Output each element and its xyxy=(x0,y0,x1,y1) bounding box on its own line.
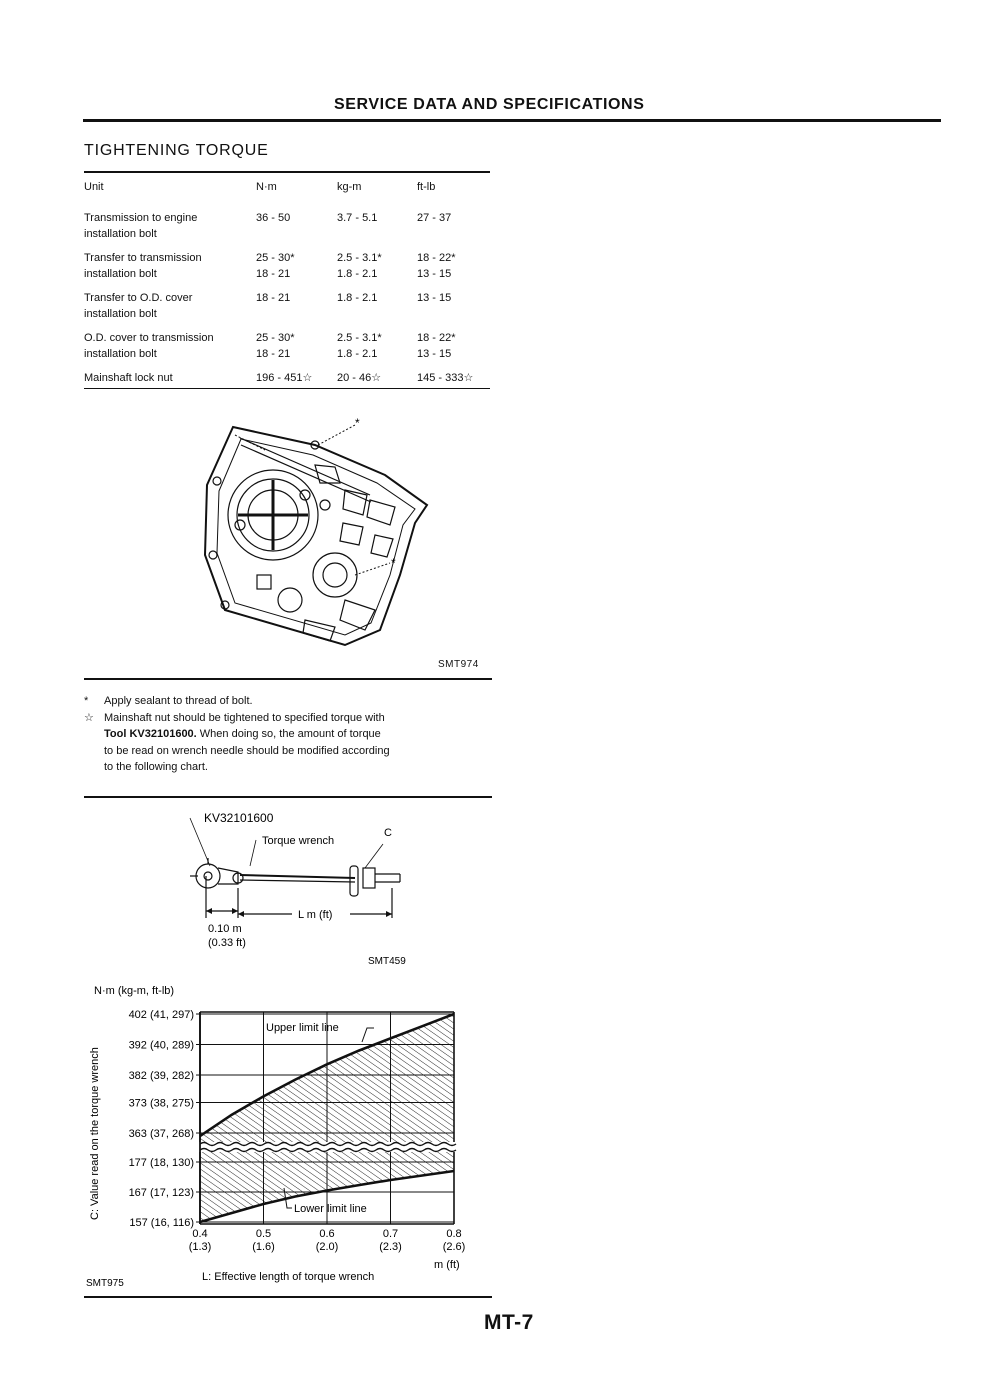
cell-unit: Transfer to transmission installation bolt xyxy=(84,252,202,280)
table-header-row xyxy=(84,176,492,203)
sealant-marker-side: * xyxy=(391,556,396,570)
table-row xyxy=(84,363,492,388)
cell-unit: O.D. cover to transmission installation bolt xyxy=(84,332,214,360)
c-label: C xyxy=(384,827,392,839)
x-unit-label: m (ft) xyxy=(434,1259,460,1271)
y-tick-label: 373 (38, 275) xyxy=(128,1097,194,1110)
offset-ft: (0.33 ft) xyxy=(208,937,246,949)
cell-ftlb: 18 - 22* 13 - 15 xyxy=(417,332,456,360)
cell-kgm: 2.5 - 3.1* 1.8 - 2.1 xyxy=(337,252,382,280)
tool-label: KV32101600 xyxy=(204,811,274,825)
y-tick-label: 363 (37, 268) xyxy=(128,1128,194,1140)
x-tick-sublabel: (2.6) xyxy=(442,1241,466,1253)
asterisk-mark: * xyxy=(84,695,89,707)
x-tick-label: 0.5 xyxy=(255,1228,272,1240)
cell-nm: 18 - 21 xyxy=(256,292,291,304)
tool-number: Tool KV32101600. xyxy=(104,728,197,740)
x-tick-sublabel: (1.6) xyxy=(252,1241,275,1253)
upper-label-leader xyxy=(362,1028,374,1042)
cell-ftlb: 145 - 333☆ xyxy=(417,372,474,384)
x-tick-sublabel: (1.3) xyxy=(188,1241,212,1253)
y-tick-label: 167 (17, 123) xyxy=(128,1187,194,1199)
cell-kgm: 1.8 - 2.1 xyxy=(337,292,378,304)
figure2-code: SMT459 xyxy=(368,956,406,967)
table-row xyxy=(84,243,492,283)
y-tick-label: 177 (18, 130) xyxy=(128,1157,194,1169)
torque-heading: TIGHTENING TORQUE xyxy=(84,142,269,159)
table-top-rule xyxy=(84,171,490,173)
cell-unit: Transfer to O.D. cover installation bolt xyxy=(84,292,193,320)
lower-limit-label: Lower limit line xyxy=(294,1203,367,1215)
section-title: SERVICE DATA AND SPECIFICATIONS xyxy=(334,96,645,113)
cell-unit: Transmission to engine installation bolt xyxy=(84,212,198,240)
offset-m: 0.10 m xyxy=(208,923,242,935)
table-row xyxy=(84,323,492,363)
table-bottom-rule xyxy=(84,388,490,389)
cell-unit: Mainshaft lock nut xyxy=(84,372,173,384)
x-tick-label: 0.6 xyxy=(319,1228,335,1240)
x-tick-sublabel: (2.3) xyxy=(379,1241,402,1253)
wrench-diagram xyxy=(180,806,440,970)
transmission-case-illustration xyxy=(195,405,445,655)
l-label: L m (ft) xyxy=(298,909,333,921)
torque-chart xyxy=(84,978,492,1288)
x-tick-sublabel: (2.0) xyxy=(315,1241,339,1253)
col-unit: Unit xyxy=(84,181,104,193)
x-tick-label: 0.4 xyxy=(192,1228,208,1240)
notes xyxy=(84,693,484,776)
table-row xyxy=(84,203,492,243)
cell-kgm: 3.7 - 5.1 xyxy=(337,212,378,224)
y-tick-label: 382 (39, 282) xyxy=(128,1070,194,1083)
y-tick-label: 392 (40, 289) xyxy=(128,1039,194,1052)
cell-nm: 196 - 451☆ xyxy=(256,372,313,384)
x-axis-label: L: Effective length of torque wrench xyxy=(202,1271,375,1283)
y-tick-label: 402 (41, 297) xyxy=(128,1009,194,1021)
page-number: MT-7 xyxy=(484,1311,534,1334)
cell-nm: 25 - 30* 18 - 21 xyxy=(256,252,295,280)
cell-kgm: 2.5 - 3.1* 1.8 - 2.1 xyxy=(337,332,382,360)
col-nm: N·m xyxy=(256,181,277,193)
figure-code: SMT974 xyxy=(438,659,479,670)
chart-code: SMT975 xyxy=(86,1278,124,1288)
note-mainshaft: ☆ Mainshaft nut should be tightened to specified torque with Tool KV32101600. When doing so, the amount of torque to be read on wrench needle should be modified according to the following chart. xyxy=(84,711,390,773)
cell-nm: 25 - 30* 18 - 21 xyxy=(256,332,295,360)
cell-ftlb: 13 - 15 xyxy=(417,292,452,304)
upper-limit-label: Upper limit line xyxy=(266,1022,339,1034)
cell-ftlb: 18 - 22* 13 - 15 xyxy=(417,252,456,280)
torque-table xyxy=(84,176,492,388)
sealant-marker-top: * xyxy=(355,416,360,430)
col-kgm: kg-m xyxy=(337,181,362,193)
figure-bottom-rule xyxy=(84,678,492,680)
x-tick-label: 0.7 xyxy=(382,1228,399,1240)
table-row xyxy=(84,283,492,323)
notes-rule xyxy=(84,796,492,798)
chart-bottom-rule xyxy=(84,1296,492,1298)
wrench-label: Torque wrench xyxy=(262,835,335,847)
x-tick-label: 0.8 xyxy=(446,1228,462,1240)
y-axis-label: C: Value read on the torque wrench xyxy=(89,1047,101,1220)
col-ftlb: ft-lb xyxy=(417,181,436,193)
cell-kgm: 20 - 46☆ xyxy=(337,372,382,384)
cell-ftlb: 27 - 37 xyxy=(417,212,452,224)
cell-nm: 36 - 50 xyxy=(256,212,291,224)
y-tick-label: 157 (16, 116) xyxy=(129,1217,194,1229)
star-mark: ☆ xyxy=(84,711,94,724)
note-sealant: * Apply sealant to thread of bolt. xyxy=(84,693,484,710)
chart-unit-label: N·m (kg-m, ft-lb) xyxy=(94,985,175,997)
header-rule xyxy=(83,119,941,122)
